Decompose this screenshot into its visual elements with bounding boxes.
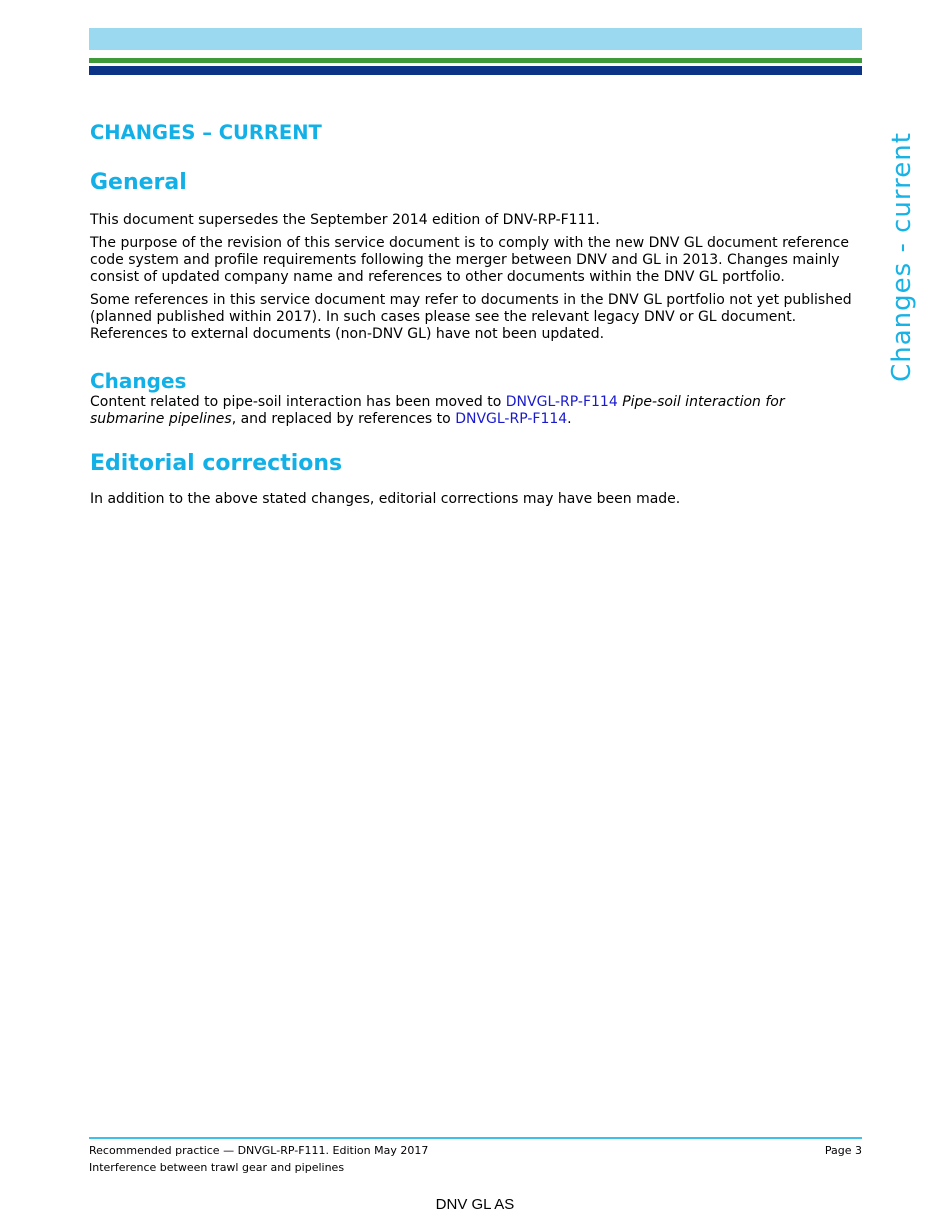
header-band-navy [89, 66, 862, 75]
section-heading-editorial: Editorial corrections [90, 451, 343, 476]
main-content [90, 118, 860, 508]
changes-text-3: . [567, 411, 572, 427]
company-name: DNV GL AS [435, 1196, 515, 1213]
footer-document-info [89, 1142, 428, 1176]
footer-divider [89, 1137, 862, 1139]
changes-text-1: Content related to pipe-soil interaction has been moved to [90, 394, 506, 410]
page-number: Page 3 [824, 1144, 862, 1157]
link-dnvgl-rp-f114[interactable]: DNVGL-RP-F114 [505, 394, 618, 410]
referenced-document-title: Pipe-soil interaction for submarine pipelines [90, 394, 785, 427]
section-heading-changes: Changes [90, 369, 187, 393]
footer-line-1: Recommended practice — DNVGL-RP-F111. Edition May 2017 [89, 1144, 429, 1157]
footer-line-2: Interference between trawl gear and pipelines [89, 1161, 345, 1174]
header-band-light [89, 28, 862, 50]
page-title: CHANGES – CURRENT [90, 121, 322, 144]
side-tab-label: Changes - current [887, 132, 917, 382]
general-paragraph-3: Some references in this service document may refer to documents in the DNV GL portfolio not yet published (planned published within 2017). In such cases please see the relevant legacy DNV or GL document. References to external documents (non-DNV GL) have not been updated. [90, 292, 852, 342]
general-paragraph-1: This document supersedes the September 2014 edition of DNV-RP-F111. [90, 212, 600, 228]
general-paragraph-2: The purpose of the revision of this service document is to comply with the new DNV GL document reference code system and profile requirements following the merger between DNV and GL in 2013. Changes mainly consist of updated company name and references to other documents within the DNV GL portfolio. [90, 235, 849, 285]
header-band-green [89, 58, 862, 63]
link-dnvgl-rp-f114-2[interactable]: DNVGL-RP-F114 [455, 411, 568, 427]
editorial-paragraph: In addition to the above stated changes, editorial corrections may have been made. [90, 491, 681, 507]
section-heading-general: General [90, 170, 187, 195]
changes-paragraph [90, 394, 860, 428]
changes-text-2: , and replaced by references to [231, 411, 456, 427]
